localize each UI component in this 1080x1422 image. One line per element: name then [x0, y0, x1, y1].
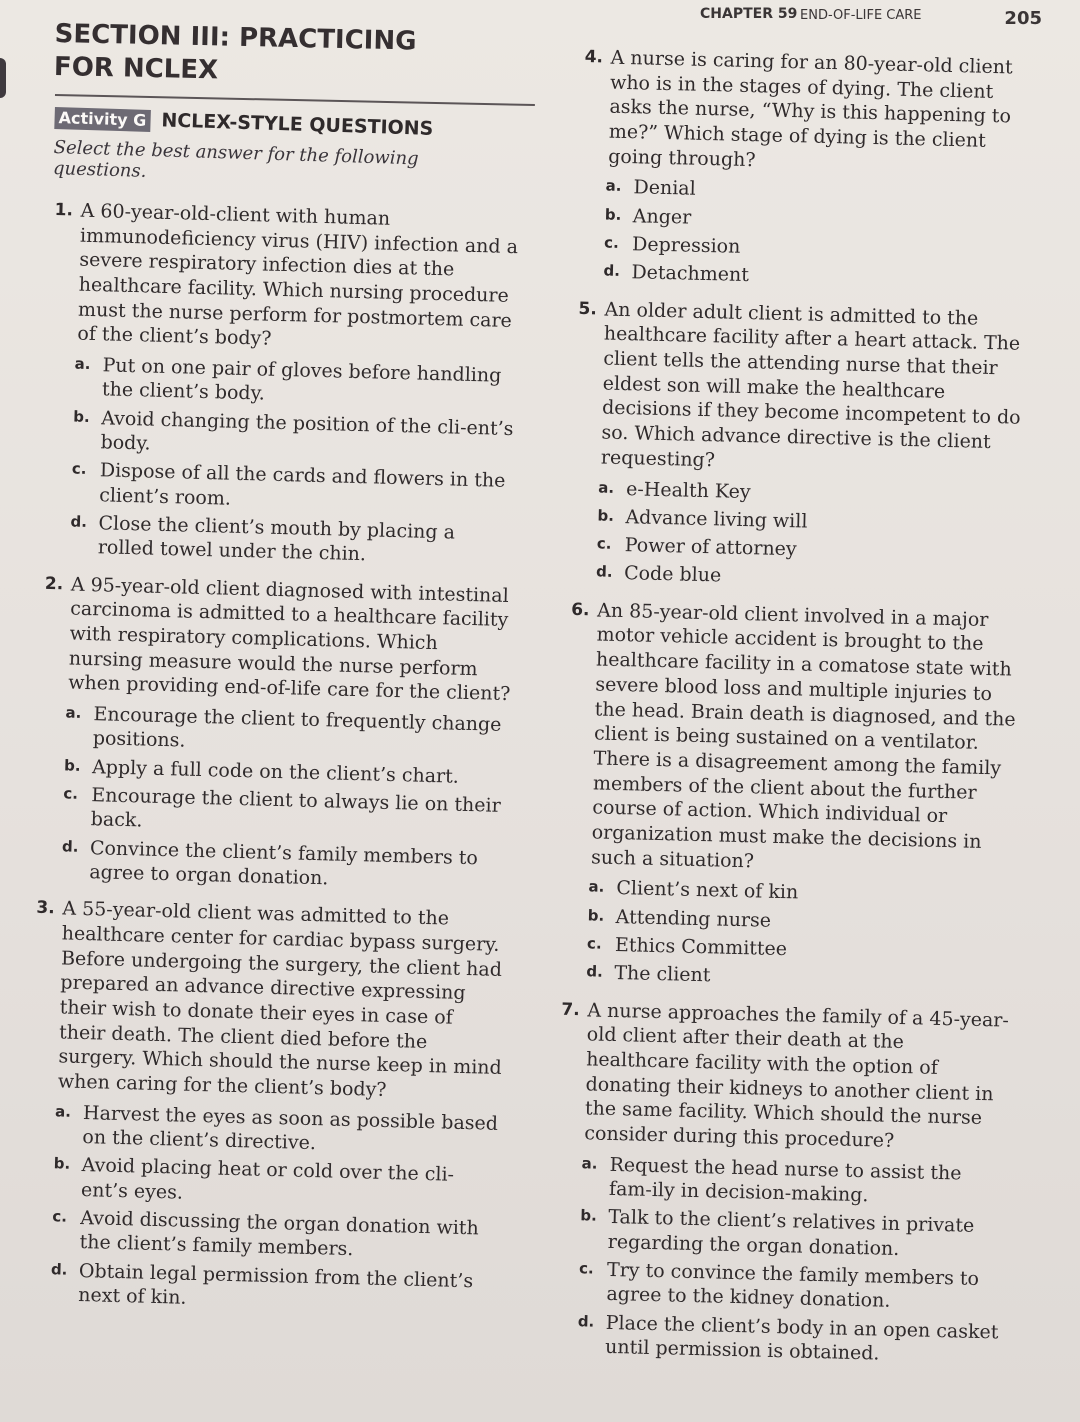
- option-text: Anger: [632, 204, 692, 229]
- question-text: A nurse is caring for an 80-year-old client who is in the stages of dying. The client asks the nurse, “Why is this happening to me?” Which stage of dying is the client going through?: [608, 46, 1013, 171]
- option-text: Power of attorney: [624, 534, 797, 561]
- answer-option: [596, 561, 1022, 596]
- question-7: [553, 997, 1012, 1369]
- option-letter: a.: [597, 477, 615, 497]
- option-letter: a.: [581, 1153, 598, 1173]
- option-text: Attending nurse: [615, 905, 772, 932]
- question-stem: [582, 45, 1035, 179]
- question-number: 4.: [584, 46, 604, 68]
- answer-option: [62, 782, 509, 842]
- answer-option: [65, 702, 512, 762]
- option-letter: c.: [596, 534, 612, 553]
- section-title: SECTION III: PRACTICING FOR NCLEX: [53, 18, 417, 85]
- option-letter: a.: [588, 877, 605, 897]
- answer-option: [586, 961, 1012, 996]
- option-text: Talk to the client’s relatives in private regarding the organ donation.: [607, 1206, 975, 1260]
- question-stem: [51, 198, 525, 358]
- option-letter: d.: [50, 1259, 68, 1279]
- question-text: A nurse approaches the family of a 45-year-old client after their death at the healthcare facility with the option of donating their kidneys to another client in the same facility. Which should the nurse consider during this procedure?: [584, 998, 1010, 1152]
- option-letter: a.: [54, 1102, 72, 1121]
- option-text: Detachment: [631, 261, 750, 287]
- left-column: [26, 198, 525, 1331]
- option-letter: b.: [597, 506, 615, 525]
- question-number: 2.: [44, 573, 64, 594]
- activity-header: [53, 106, 525, 195]
- option-letter: c.: [52, 1207, 68, 1226]
- option-letter: b.: [53, 1154, 71, 1174]
- option-letter: d.: [603, 261, 621, 281]
- option-text: Avoid placing heat or cold over the cli-ent’s eyes.: [80, 1154, 455, 1204]
- answer-option: [51, 1205, 498, 1265]
- question-3: [26, 896, 507, 1318]
- option-letter: c.: [586, 934, 602, 953]
- running-header: [700, 6, 1060, 30]
- question-stem: [32, 896, 507, 1106]
- answer-option: [578, 1257, 1005, 1316]
- option-letter: c.: [603, 233, 619, 252]
- answer-option: [71, 458, 518, 518]
- option-letter: c.: [71, 459, 87, 479]
- option-text: Ethics Committee: [614, 933, 788, 961]
- option-letter: d.: [586, 962, 604, 981]
- page-edge-shadow: [0, 58, 6, 98]
- option-text: Avoid changing the position of the cli-ent’s body.: [100, 407, 514, 455]
- option-letter: b.: [63, 756, 81, 775]
- option-letter: c.: [578, 1259, 594, 1278]
- right-column: [553, 45, 1035, 1382]
- question-stem: [565, 598, 1022, 880]
- answer-options: [70, 353, 521, 571]
- answer-option: [54, 1100, 501, 1160]
- option-text: Avoid discussing the organ donation with the client’s family members.: [79, 1207, 480, 1261]
- option-text: Close the client’s mouth by placing a rolled towel under the chin.: [97, 512, 456, 566]
- option-letter: d.: [595, 562, 613, 582]
- option-text: Request the head nurse to assist the fam-ily in decision-making.: [608, 1153, 962, 1207]
- answer-options: [586, 876, 1015, 996]
- answer-option: [50, 1258, 497, 1318]
- option-text: Convince the client’s family members to agree to organ donation.: [89, 836, 479, 890]
- answer-options: [577, 1152, 1008, 1369]
- option-letter: a.: [65, 703, 82, 722]
- option-text: Code blue: [623, 562, 722, 587]
- answer-option: [61, 835, 508, 895]
- option-text: Place the client’s body in an open casket until permission is obtained.: [604, 1311, 999, 1365]
- activity-instructions: Select the best answer for the following questions.: [52, 136, 419, 183]
- answer-option: [603, 260, 1029, 295]
- question-text: A 95-year-old client diagnosed with intestinal carcinoma is admitted to a healthcare facility with respiratory complications. Which nursing measure would the nurse perform when providing end-of-life care for the client?: [68, 573, 511, 706]
- option-text: Advance living will: [625, 505, 808, 533]
- option-text: Client’s next of kin: [616, 877, 799, 904]
- option-text: The client: [614, 962, 711, 987]
- activity-badge: Activity G: [54, 107, 150, 132]
- option-letter: b.: [587, 905, 605, 925]
- answer-options: [603, 175, 1032, 295]
- option-text: Try to convince the family members to agree to the kidney donation.: [606, 1258, 980, 1313]
- option-letter: c.: [63, 784, 79, 803]
- option-text: e-Health Key: [625, 477, 751, 503]
- option-letter: a.: [605, 176, 622, 196]
- question-stem: [558, 997, 1011, 1156]
- answer-option: [581, 1152, 1008, 1211]
- question-text: A 60-year-old-client with human immunodeficiency virus (HIV) infection and a severe respiratory infection dies at the healthcare facility. Which nursing procedure must the nurse perform for postmortem care of the client’s body?: [77, 199, 519, 351]
- answer-option: [577, 1310, 1004, 1369]
- question-1: [46, 198, 525, 571]
- option-letter: d.: [577, 1311, 595, 1331]
- option-letter: b.: [73, 407, 90, 426]
- question-number: 7.: [561, 999, 580, 1020]
- chapter-title: END-OF-LIFE CARE: [800, 8, 922, 23]
- question-text: A 55-year-old client was admitted to the healthcare center for cardiac bypass surgery. Before undergoing the surgery, the client had prepared an advance directive expressing their wish to donate their eyes in case of their death. The client died before the surgery. Which should the nurse keep in mind when caring for the client’s body?: [57, 897, 503, 1102]
- answer-option: [74, 353, 521, 413]
- page-number: 205: [1004, 8, 1042, 29]
- question-text: An older adult client is admitted to the healthcare facility after a heart attack. The client tells the attending nurse that their eldest son will make the healthcare decisions if they become incompetent to do so. Which advance directive is the client requesting?: [600, 298, 1021, 472]
- answer-options: [50, 1100, 501, 1318]
- option-text: Obtain legal permission from the client’s next of kin.: [78, 1259, 474, 1309]
- option-letter: d.: [61, 837, 79, 856]
- chapter-label: CHAPTER 59: [700, 6, 798, 22]
- answer-option: [53, 1153, 500, 1213]
- option-letter: b.: [604, 205, 622, 224]
- question-number: 1.: [54, 199, 74, 221]
- question-number: 6.: [570, 599, 590, 621]
- activity-title: NCLEX-STYLE QUESTIONS: [161, 109, 434, 140]
- option-text: Harvest the eyes as soon as possible based on the client’s directive.: [82, 1101, 499, 1155]
- option-text: Apply a full code on the client’s chart.: [91, 755, 460, 788]
- answer-option: [70, 511, 517, 571]
- question-2: [37, 571, 515, 895]
- question-text: An 85-year-old client involved in a major motor vehicle accident is brought to the healthcare facility in a comatose state with severe blood loss and multiple injuries to the head. Brain death is diagnosed, and the client is being sustained on a ventilator. There is a disagreement among the family members of the client about the further course of action. Which individual or organization must make the decisions in such a situation?: [590, 599, 1016, 872]
- option-text: Encourage the client to frequently change positions.: [92, 703, 502, 752]
- question-4: [579, 45, 1035, 295]
- option-letter: d.: [70, 512, 88, 531]
- option-text: Denial: [633, 176, 696, 201]
- section-divider: [55, 94, 535, 106]
- option-text: Depression: [631, 233, 741, 258]
- answer-options: [596, 476, 1025, 596]
- answer-option: [72, 405, 519, 465]
- option-letter: a.: [74, 354, 91, 374]
- answer-options: [61, 702, 512, 896]
- question-number: 5.: [578, 298, 598, 320]
- question-6: [562, 598, 1021, 996]
- answer-option: [579, 1205, 1006, 1264]
- option-letter: b.: [580, 1206, 598, 1225]
- question-number: 3.: [36, 898, 55, 919]
- option-text: Dispose of all the cards and flowers in the client’s room.: [98, 459, 506, 510]
- option-text: Encourage the client to always lie on their back.: [90, 784, 501, 832]
- question-stem: [42, 571, 515, 707]
- option-text: Put on one pair of gloves before handling the client’s body.: [101, 354, 502, 405]
- question-stem: [575, 297, 1029, 481]
- question-5: [572, 297, 1029, 596]
